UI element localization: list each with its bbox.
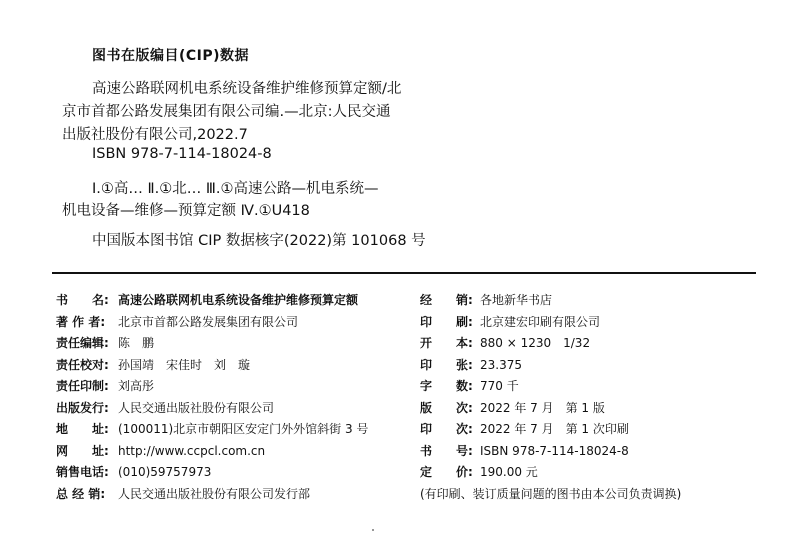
field-label: 开 本: (420, 336, 473, 350)
cip-line-title-2: 京市首都公路发展集团有限公司编.—北京:人民交通 (62, 104, 391, 120)
field-value: 北京市首都公路发展集团有限公司 (118, 314, 299, 329)
field-value: 孙国靖 宋佳时 刘 璇 (118, 357, 251, 372)
colophon-row-word-count (420, 376, 681, 398)
cip-line-publisher: 出版社股份有限公司,2022.7 (62, 127, 248, 143)
field-value: 2022 年 7 月 第 1 版 (480, 400, 605, 415)
page-dot (372, 529, 374, 531)
colophon-row-editor (56, 333, 368, 355)
field-label: 印 张: (420, 357, 473, 372)
colophon-right (420, 290, 681, 505)
field-label: 责任印制: (56, 379, 109, 393)
field-label: 字 数: (420, 379, 473, 393)
field-label: 地 址: (56, 422, 109, 436)
field-value: 北京建宏印刷有限公司 (480, 314, 601, 329)
field-label: 经 销: (420, 293, 473, 307)
field-label: 印 次: (420, 422, 473, 436)
colophon-row-seller (420, 290, 681, 312)
field-label: 销售电话: (56, 465, 109, 479)
field-label: 版 次: (420, 400, 473, 415)
colophon-row-printing (420, 419, 681, 441)
cip-line-classification-1: Ⅰ.①高… Ⅱ.①北… Ⅲ.①高速公路—机电系统— (92, 181, 379, 197)
field-value: 770 千 (480, 379, 519, 393)
field-value: (100011)北京市朝阳区安定门外外馆斜街 3 号 (118, 422, 369, 436)
field-value: 陈 鹏 (118, 336, 155, 350)
cip-line-data-number: 中国版本图书馆 CIP 数据核字(2022)第 101068 号 (92, 233, 426, 249)
field-label: 网 址: (56, 443, 109, 458)
field-value: 人民交通出版社股份有限公司发行部 (118, 486, 311, 501)
colophon-row-price (420, 462, 681, 484)
field-value: 23.375 (480, 357, 522, 372)
colophon-row-proofreader (56, 355, 368, 377)
field-label: 书 号: (420, 443, 473, 458)
field-value: 各地新华书店 (480, 293, 553, 307)
colophon-row-format (420, 333, 681, 355)
field-label: 责任编辑: (56, 336, 109, 350)
colophon-row-edition (420, 398, 681, 420)
field-value: (010)59757973 (118, 465, 212, 479)
field-value: 880 × 1230 1/32 (480, 336, 591, 350)
colophon-row-publisher (56, 398, 368, 420)
field-label: 书 名: (56, 293, 109, 307)
cip-heading: 图书在版编目(CIP)数据 (92, 48, 250, 64)
field-value: 高速公路联网机电系统设备维护维修预算定额 (118, 293, 359, 307)
cip-line-isbn: ISBN 978-7-114-18024-8 (92, 146, 272, 162)
field-value: ISBN 978-7-114-18024-8 (480, 443, 629, 458)
field-value: 2022 年 7 月 第 1 次印刷 (480, 422, 629, 436)
colophon-left (56, 290, 368, 505)
field-label: 定 价: (420, 465, 473, 479)
colophon-row-notice (420, 484, 681, 506)
colophon-row-isbn (420, 441, 681, 463)
cip-line-classification-2: 机电设备—维修—预算定额 Ⅳ.①U418 (62, 203, 310, 219)
field-value: 人民交通出版社股份有限公司 (118, 400, 275, 415)
colophon-row-title (56, 290, 368, 312)
field-label: 印 刷: (420, 314, 473, 329)
field-value: 刘高彤 (118, 379, 155, 393)
field-value: http://www.ccpcl.com.cn (118, 443, 266, 458)
colophon-row-website (56, 441, 368, 463)
colophon-row-phone (56, 462, 368, 484)
cip-line-title-1: 高速公路联网机电系统设备维护维修预算定额/北 (92, 81, 402, 97)
field-label: 著 作 者: (56, 314, 106, 329)
divider-rule (52, 272, 756, 274)
colophon-row-author (56, 312, 368, 334)
field-label: 责任校对: (56, 357, 109, 372)
field-label: 总 经 销: (56, 486, 106, 501)
quality-notice: (有印刷、装订质量问题的图书由本公司负责调换) (420, 486, 682, 501)
field-label: 出版发行: (56, 400, 109, 415)
colophon-row-distributor (56, 484, 368, 506)
colophon-row-sheets (420, 355, 681, 377)
colophon-row-printer (420, 312, 681, 334)
colophon-row-print-manager (56, 376, 368, 398)
field-value: 190.00 元 (480, 465, 538, 479)
colophon-row-address (56, 419, 368, 441)
